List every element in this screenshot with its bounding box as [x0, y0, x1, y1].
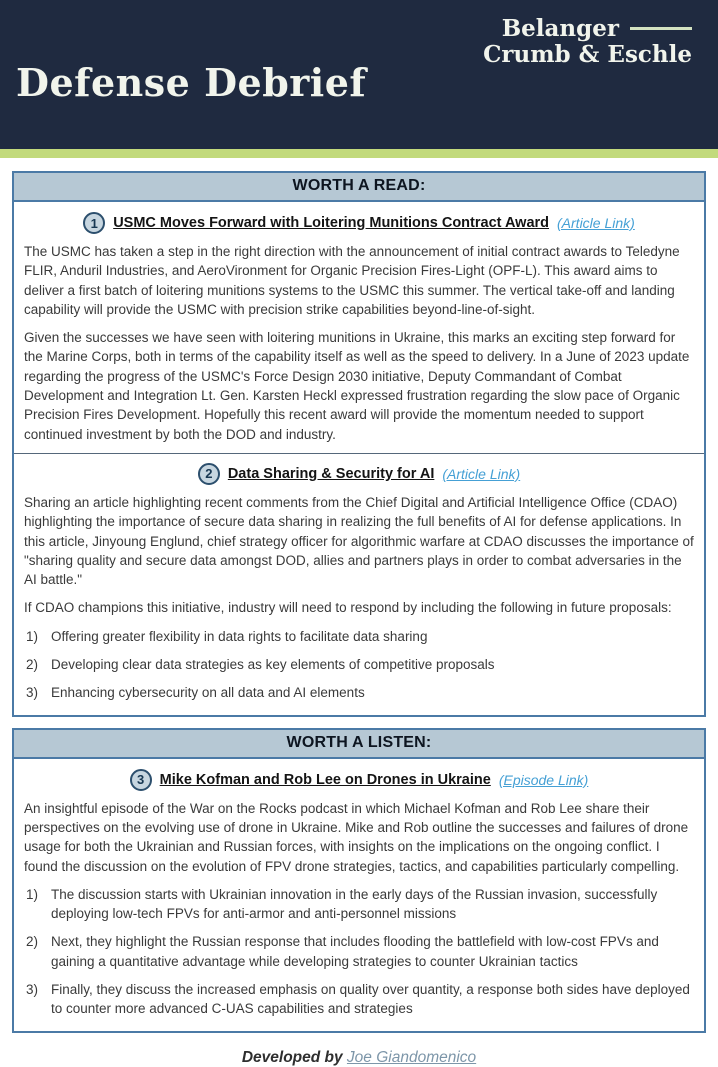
article-1-title-link[interactable]: USMC Moves Forward with Loitering Munitions Contract Award	[113, 215, 550, 231]
proposal-list-item-1	[24, 627, 694, 646]
article-2-paragraph-2: If CDAO champions this initiative, industry will need to respond by including the following in future proposals:	[24, 600, 672, 616]
section-heading-read: WORTH A READ:	[14, 173, 704, 202]
masthead	[0, 0, 718, 149]
panel-body-read	[14, 202, 704, 715]
proposal-list-item-3	[24, 683, 694, 702]
list-item-text: Enhancing cybersecurity on all data and AI elements	[51, 685, 365, 701]
newsletter-body	[0, 158, 718, 1067]
footer-author-link[interactable]: Joe Giandomenico	[346, 1048, 477, 1066]
list-marker: 3)	[26, 982, 39, 998]
panel-worth-a-listen	[12, 728, 706, 1033]
article-1-title-row	[24, 212, 694, 234]
episode-title-link[interactable]: Mike Kofman and Rob Lee on Drones in Ukraine	[159, 771, 491, 788]
episode-external-link[interactable]: (Episode Link)	[498, 771, 589, 788]
logo-dash-rule	[630, 27, 692, 30]
article-2-title-row	[24, 463, 694, 485]
panel-worth-a-read	[12, 171, 706, 717]
item-number-badge: 1	[83, 212, 105, 234]
article-2-paragraph-1: Sharing an article highlighting recent comments from the Chief Digital and Artificial Intelligence Office (CDAO) highlighting the importance of secure data sharing in realizing the full benefits of AI for defense applications. In this article, Jinyoung Englund, chief strategy officer for algorithmic warfare at CDAO discusses the importance of "sharing quality and secure data amongst DOD, allies and partners plays in order to combat adversaries in the AI battle."	[24, 494, 694, 588]
article-1-paragraph-1: The USMC has taken a step in the right direction with the announcement of initial contract awards to Teledyne FLIR, Anduril Industries, and AeroVironment for Organic Precision Fires-Light (OPF-L). This award aims to deliver a first batch of loitering munitions systems to the USMC this summer. The vertical take-off and landing capability will provide the USMC with precision strike capabilities beyond-line-of-sight.	[24, 244, 680, 317]
panel-body-listen	[14, 759, 704, 1031]
episode-list-item-1	[24, 885, 694, 924]
logo-line-2: Crumb & Eschle	[483, 41, 692, 69]
list-marker: 2)	[26, 657, 39, 673]
article-2-title-link[interactable]: Data Sharing & Security for AI	[227, 465, 435, 482]
list-item-text: The discussion starts with Ukrainian innovation in the early days of the Russian invasion, successfully deploying low-tech FPVs for anti-armor and anti-personnel missions	[51, 886, 658, 922]
article-2-external-link[interactable]: (Article Link)	[442, 465, 521, 482]
list-marker: 1)	[26, 628, 39, 644]
article-1-paragraph-2: Given the successes we have seen with loitering munitions in Ukraine, this marks an exciting step forward for the Marine Corps, both in terms of the capability itself as well as the speed to delivery. In a June of 2023 update regarding the progress of the USMC's Force Design 2030 initiative, Deputy Commandant of Combat Development and Integration Lt. Gen. Karsten Heckl expressed frustration regarding the slow pace of Organic Precision Fires Development. Hopefully this recent award will provide the momentum needed to support continued investment by both the DOD and industry.	[24, 330, 690, 442]
proposal-list-item-2	[24, 655, 694, 674]
list-marker: 2)	[26, 934, 39, 950]
company-logo	[483, 17, 692, 67]
list-item-text: Offering greater flexibility in data rights to facilitate data sharing	[51, 628, 428, 644]
list-marker: 3)	[26, 685, 39, 701]
item-number-badge: 3	[130, 769, 152, 791]
logo-line-1	[483, 17, 692, 41]
episode-list-item-2	[24, 932, 694, 971]
episode-paragraph-1: An insightful episode of the War on the Rocks podcast in which Michael Kofman and Rob Lee share their perspectives on the evolving use of drone in Ukraine. Mike and Rob outline the successes and failures of drone usage for both the Ukrainian and Russian forces, with insights on the implications on the ongoing conflict. I found the discussion on the evolution of FPV drone strategies, tactics, and capabilities particularly compelling.	[24, 800, 689, 874]
page-title: Defense Debrief	[16, 60, 367, 105]
list-item-text: Finally, they discuss the increased emphasis on quality over quantity, a response both sides have deployed to counter more advanced C-UAS capabilities and strategies	[51, 982, 690, 1017]
logo-name-belanger: Belanger	[501, 15, 619, 42]
list-item-text: Developing clear data strategies as key elements of competitive proposals	[51, 657, 495, 673]
item-divider	[14, 453, 704, 454]
footer-credit	[12, 1044, 706, 1067]
episode-title-row	[24, 769, 694, 791]
accent-stripe	[0, 149, 718, 158]
episode-list-item-3	[24, 980, 694, 1019]
item-number-badge: 2	[198, 463, 220, 485]
section-heading-listen: WORTH A LISTEN:	[14, 730, 704, 759]
list-item-text: Next, they highlight the Russian response that includes flooding the battlefield with low-cost FPVs and gaining a quantitative advantage while developing strategies to counter Ukrainian tactics	[51, 934, 659, 969]
article-1-external-link[interactable]: (Article Link)	[557, 215, 635, 231]
list-marker: 1)	[26, 886, 39, 902]
footer-credit-prefix: Developed by	[241, 1048, 347, 1066]
